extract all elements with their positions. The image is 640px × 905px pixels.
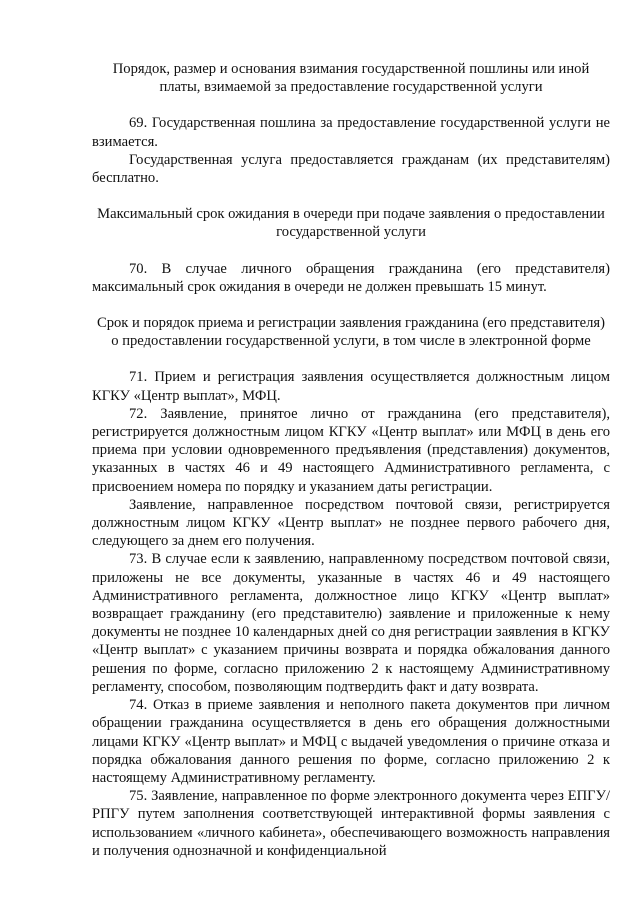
spacer	[92, 296, 610, 314]
paragraph: 73. В случае если к заявлению, направленному посредством почтовой связи, приложены не все документы, указанные в частях 46 и 49 настоящего Административного регламента, должностное лицо КГКУ «Центр выплат» возвращает гражданину (его представителю) заявление и приложенные к нему документы не позднее 10 календарных дней со дня регистрации заявления в КГКУ «Центр выплат» с указанием причины возврата и порядка обжалования данного решения по форме, согласно приложению 2 к настоящему Административному регламенту, способом, позволяющим подтвердить факт и дату возврата.	[92, 551, 610, 695]
paragraph: 75. Заявление, направленное по форме электронного документа через ЕПГУ/РПГУ путем заполнения соответствующей интерактивной формы заявления с использованием «личного кабинета», обеспечивающего возможность направления и получения однозначной и конфиденциальной	[92, 788, 610, 859]
section-heading: Срок и порядок приема и регистрации заявления гражданина (его представителя) о предоставлении государственной услуги, в том числе в электронной форме	[96, 315, 605, 350]
paragraph: 71. Прием и регистрация заявления осуществляется должностным лицом КГКУ «Центр выплат», МФЦ.	[92, 369, 610, 404]
paragraph: 70. В случае личного обращения гражданина (его представителя) максимальный срок ожидания в очереди не должен превышать 15 минут.	[92, 260, 610, 295]
paragraph: 69. Государственная пошлина за предоставление государственной услуги не взимается.	[92, 115, 610, 150]
section-heading: Максимальный срок ожидания в очереди при подаче заявления о предоставлении государственной услуги	[97, 206, 605, 241]
spacer	[92, 187, 610, 205]
paragraph: 72. Заявление, принятое лично от гражданина (его представителя), регистрируется должностным лицом КГКУ «Центр выплат» или МФЦ в день его приема при условии одновременного предъявления (представления) документов, указанных в частях 46 и 49 настоящего Административного регламента, с присвоением номера по порядку и указанием даты регистрации.	[92, 405, 610, 495]
section-heading: Порядок, размер и основания взимания государственной пошлины или иной платы, взимаемой за предоставление государственной услуги	[112, 61, 590, 96]
section-state-fee	[92, 60, 610, 187]
section-queue-time	[92, 205, 610, 296]
section-registration	[92, 314, 610, 860]
paragraph: Заявление, направленное посредством почтовой связи, регистрируется должностным лицом КГКУ «Центр выплат» не позднее первого рабочего дня, следующего за днем его получения.	[92, 496, 610, 550]
paragraph: Государственная услуга предоставляется гражданам (их представителям) бесплатно.	[92, 151, 610, 187]
paragraph: 74. Отказ в приеме заявления и неполного пакета документов при личном обращении гражданина осуществляется в день его обращения должностными лицами КГКУ «Центр выплат» и МФЦ с выдачей уведомления о причине отказа и порядка обжалования данного решения по форме, согласно приложению 2 к настоящему Административному регламенту.	[92, 697, 610, 786]
document-page	[92, 60, 610, 860]
